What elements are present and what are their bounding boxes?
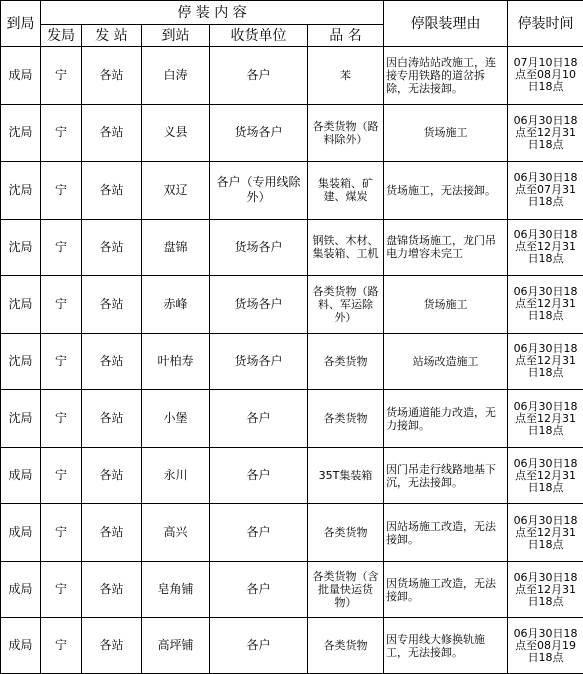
cargo-cell: 各类货物（含批量快运货物） [308,561,384,618]
table-row [1,561,583,618]
reason-cell: 因货场施工改造，无法接卸。 [384,561,508,618]
from-station-cell: 各站 [82,219,142,276]
time-cell: 06月30日18点至08月19日18点 [508,618,583,674]
to-station-cell: 小堡 [142,390,210,448]
from-bureau-cell: 宁 [41,47,82,105]
from-station-cell: 各站 [82,447,142,504]
from-station-cell: 各站 [82,47,142,105]
to-bureau-cell: 沈局 [1,162,41,220]
to-station-cell: 高兴 [142,504,210,562]
header-time: 停装时间 [508,1,583,47]
from-bureau-cell: 宁 [41,447,82,504]
to-bureau-cell: 沈局 [1,333,41,390]
to-station-cell: 叶柏寿 [142,333,210,390]
reason-cell: 货场施工，无法接卸。 [384,162,508,220]
cargo-cell: 各类货物 [308,504,384,562]
cargo-cell: 35T集装箱 [308,447,384,504]
reason-cell: 因站场施工改造，无法接卸。 [384,504,508,562]
to-station-cell: 双辽 [142,162,210,220]
to-bureau-cell: 成局 [1,447,41,504]
to-bureau-cell: 沈局 [1,104,41,162]
to-bureau-cell: 沈局 [1,390,41,448]
reason-cell: 货场施工 [384,104,508,162]
time-cell: 06月30日18点至12月31日18点 [508,333,583,390]
from-station-cell: 各站 [82,162,142,220]
table-row [1,104,583,162]
reason-cell: 盘锦货场施工，龙门吊电力增容未完工 [384,219,508,276]
to-station-cell: 白涛 [142,47,210,105]
from-station-cell: 各站 [82,333,142,390]
consignee-cell: 货场各户 [210,104,308,162]
consignee-cell: 各户 [210,561,308,618]
from-station-cell: 各站 [82,504,142,562]
reason-cell: 因白涛站站改施工，连接专用铁路的道岔拆除，无法接卸。 [384,47,508,105]
cargo-cell: 各类货物 [308,618,384,674]
from-bureau-cell: 宁 [41,618,82,674]
cargo-cell: 各类货物 [308,390,384,448]
from-bureau-cell: 宁 [41,333,82,390]
to-bureau-cell: 沈局 [1,219,41,276]
from-station-cell: 各站 [82,618,142,674]
from-station-cell: 各站 [82,276,142,334]
to-bureau-cell: 成局 [1,504,41,562]
header-from-station: 发 站 [82,25,142,47]
table-row [1,162,583,220]
time-cell: 06月30日18点至12月31日18点 [508,276,583,334]
cargo-cell: 钢铁、木材、集装箱、工机 [308,219,384,276]
consignee-cell: 各户 [210,447,308,504]
from-bureau-cell: 宁 [41,104,82,162]
reason-cell: 站场改造施工 [384,333,508,390]
time-cell: 06月30日18点至12月31日18点 [508,390,583,448]
time-cell: 07月10日18点至08月10日18点 [508,47,583,105]
time-cell: 06月30日18点至12月31日18点 [508,219,583,276]
reason-cell: 货场施工 [384,276,508,334]
consignee-cell: 各户（专用线除外） [210,162,308,220]
time-cell: 06月30日18点至12月31日18点 [508,447,583,504]
header-from-bureau: 发局 [41,25,82,47]
header-content: 停 装 内 容 [41,1,384,25]
header-consignee: 收货单位 [210,25,308,47]
table-row [1,333,583,390]
from-bureau-cell: 宁 [41,162,82,220]
cargo-cell: 集装箱、矿建、煤炭 [308,162,384,220]
cargo-cell: 各类货物（路料、军运除外） [308,276,384,334]
time-cell: 06月30日18点至12月31日18点 [508,104,583,162]
table-row [1,219,583,276]
table-row [1,276,583,334]
cargo-cell: 各类货物（路料除外） [308,104,384,162]
cargo-cell: 各类货物 [308,333,384,390]
consignee-cell: 各户 [210,47,308,105]
to-station-cell: 皂角铺 [142,561,210,618]
consignee-cell: 各户 [210,390,308,448]
consignee-cell: 货场各户 [210,276,308,334]
from-bureau-cell: 宁 [41,504,82,562]
reason-cell: 因专用线大修换轨施工，无法接卸。 [384,618,508,674]
from-bureau-cell: 宁 [41,390,82,448]
header-cargo: 品 名 [308,25,384,47]
consignee-cell: 各户 [210,618,308,674]
to-bureau-cell: 成局 [1,561,41,618]
to-station-cell: 高坪铺 [142,618,210,674]
header-to-station: 到站 [142,25,210,47]
from-bureau-cell: 宁 [41,561,82,618]
table-row [1,618,583,674]
table-row [1,447,583,504]
header-reason: 停限装理由 [384,1,508,47]
to-station-cell: 盘锦 [142,219,210,276]
from-station-cell: 各站 [82,561,142,618]
consignee-cell: 货场各户 [210,219,308,276]
from-station-cell: 各站 [82,104,142,162]
to-bureau-cell: 沈局 [1,276,41,334]
to-station-cell: 赤峰 [142,276,210,334]
consignee-cell: 货场各户 [210,333,308,390]
reason-cell: 因门吊走行线路地基下沉，无法接卸。 [384,447,508,504]
table-row [1,504,583,562]
from-bureau-cell: 宁 [41,276,82,334]
header-to-bureau: 到局 [1,1,41,47]
to-bureau-cell: 成局 [1,47,41,105]
consignee-cell: 各户 [210,504,308,562]
from-station-cell: 各站 [82,390,142,448]
to-bureau-cell: 成局 [1,618,41,674]
cargo-cell: 苯 [308,47,384,105]
reason-cell: 货场通道能力改造，无力接卸。 [384,390,508,448]
time-cell: 06月30日18点至12月31日18点 [508,504,583,562]
time-cell: 06月30日18点至12月31日18点 [508,561,583,618]
table-row [1,390,583,448]
table-row [1,47,583,105]
to-station-cell: 义县 [142,104,210,162]
time-cell: 06月30日18点至07月31日18点 [508,162,583,220]
to-station-cell: 永川 [142,447,210,504]
from-bureau-cell: 宁 [41,219,82,276]
